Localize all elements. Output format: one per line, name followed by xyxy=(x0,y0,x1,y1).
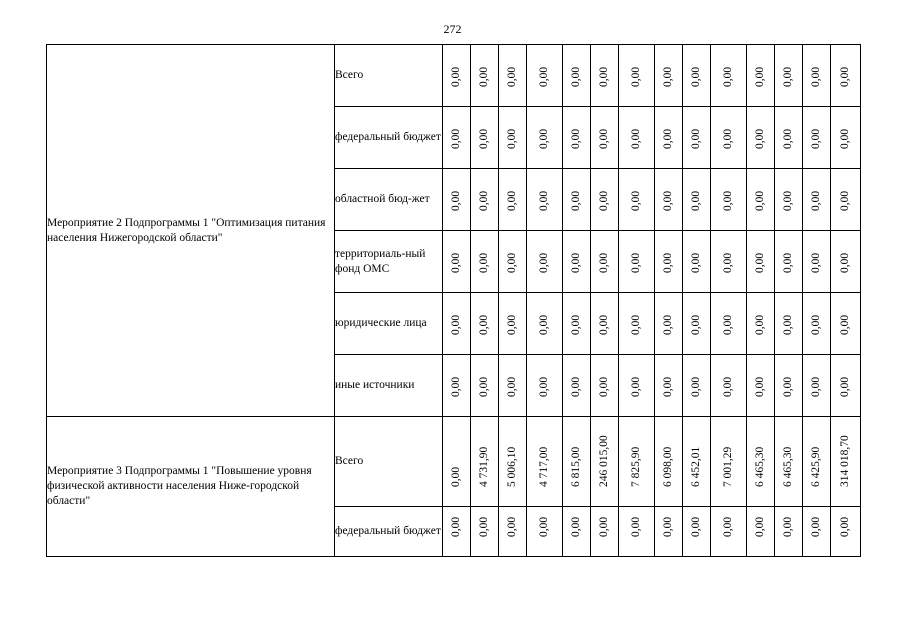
value-text: 0,00 xyxy=(809,516,822,537)
value-text: 0,00 xyxy=(449,66,462,87)
value-cell xyxy=(471,45,499,107)
value-text: 0,00 xyxy=(781,516,794,537)
value-cell xyxy=(711,507,747,557)
value-cell xyxy=(683,355,711,417)
value-cell xyxy=(683,231,711,293)
value-cell xyxy=(747,169,775,231)
value-cell xyxy=(803,507,831,557)
value-cell xyxy=(499,45,527,107)
funding-source: территориаль-ный фонд ОМС xyxy=(335,231,443,293)
value-cell xyxy=(655,293,683,355)
value-cell xyxy=(711,45,747,107)
value-text: 0,00 xyxy=(721,516,734,537)
value-cell xyxy=(499,231,527,293)
value-text: 6 465,30 xyxy=(781,446,794,487)
value-text: 6 098,00 xyxy=(661,446,674,487)
table-row xyxy=(47,417,861,507)
value-cell xyxy=(803,355,831,417)
value-text: 0,00 xyxy=(477,516,490,537)
value-text: 0,00 xyxy=(449,466,462,487)
value-text: 0,00 xyxy=(629,314,642,335)
value-cell xyxy=(747,107,775,169)
value-text: 0,00 xyxy=(449,252,462,273)
value-text: 0,00 xyxy=(629,376,642,397)
value-text: 0,00 xyxy=(569,128,582,149)
value-text: 0,00 xyxy=(449,314,462,335)
value-cell xyxy=(803,169,831,231)
value-text: 0,00 xyxy=(781,190,794,211)
funding-source: областной бюд-жет xyxy=(335,169,443,231)
value-text: 0,00 xyxy=(569,252,582,273)
value-text: 0,00 xyxy=(838,66,851,87)
value-text: 0,00 xyxy=(661,516,674,537)
value-cell xyxy=(803,45,831,107)
value-text: 0,00 xyxy=(753,190,766,211)
value-text: 0,00 xyxy=(449,516,462,537)
value-text: 0,00 xyxy=(689,516,702,537)
value-text: 0,00 xyxy=(449,190,462,211)
value-text: 0,00 xyxy=(629,252,642,273)
value-text: 0,00 xyxy=(809,376,822,397)
value-text: 0,00 xyxy=(809,128,822,149)
value-text: 4 731,90 xyxy=(477,446,490,487)
value-text: 0,00 xyxy=(661,314,674,335)
value-text: 6 425,90 xyxy=(809,446,822,487)
value-cell xyxy=(775,507,803,557)
value-text: 0,00 xyxy=(809,66,822,87)
value-cell xyxy=(747,507,775,557)
value-text: 0,00 xyxy=(505,128,518,149)
value-cell xyxy=(619,169,655,231)
value-cell xyxy=(831,169,861,231)
value-cell xyxy=(591,45,619,107)
value-cell xyxy=(527,107,563,169)
value-text: 0,00 xyxy=(689,128,702,149)
value-text: 246 015,00 xyxy=(597,435,610,487)
value-cell xyxy=(591,355,619,417)
value-cell xyxy=(619,107,655,169)
value-text: 0,00 xyxy=(838,190,851,211)
value-text: 0,00 xyxy=(597,376,610,397)
value-text: 0,00 xyxy=(781,314,794,335)
value-cell xyxy=(655,417,683,507)
value-cell xyxy=(619,45,655,107)
value-text: 0,00 xyxy=(597,516,610,537)
value-text: 0,00 xyxy=(629,66,642,87)
value-cell xyxy=(683,293,711,355)
value-text: 0,00 xyxy=(838,376,851,397)
value-cell xyxy=(563,417,591,507)
value-cell xyxy=(711,169,747,231)
value-text: 0,00 xyxy=(537,66,550,87)
value-cell xyxy=(831,417,861,507)
value-cell xyxy=(655,231,683,293)
value-cell xyxy=(831,293,861,355)
value-text: 0,00 xyxy=(753,66,766,87)
value-text: 6 452,01 xyxy=(689,446,702,487)
value-text: 0,00 xyxy=(629,128,642,149)
value-cell xyxy=(711,417,747,507)
value-cell xyxy=(683,417,711,507)
value-text: 7 825,90 xyxy=(629,446,642,487)
value-cell xyxy=(471,507,499,557)
value-cell xyxy=(471,293,499,355)
value-text: 0,00 xyxy=(477,252,490,273)
value-text: 0,00 xyxy=(781,252,794,273)
value-text: 0,00 xyxy=(721,252,734,273)
value-text: 0,00 xyxy=(838,516,851,537)
value-cell xyxy=(591,417,619,507)
value-text: 0,00 xyxy=(537,190,550,211)
funding-source: Всего xyxy=(335,45,443,107)
value-cell xyxy=(711,231,747,293)
value-text: 314 018,70 xyxy=(838,435,851,487)
value-text: 0,00 xyxy=(809,314,822,335)
table-row xyxy=(47,45,861,107)
value-cell xyxy=(747,417,775,507)
value-text: 0,00 xyxy=(569,516,582,537)
value-text: 0,00 xyxy=(721,190,734,211)
value-text: 0,00 xyxy=(477,376,490,397)
value-text: 0,00 xyxy=(689,252,702,273)
measure-name: Мероприятие 2 Подпрограммы 1 "Оптимизация питания населения Нижегородской области" xyxy=(47,45,335,417)
value-cell xyxy=(747,293,775,355)
value-text: 0,00 xyxy=(505,516,518,537)
funding-source: федеральный бюджет xyxy=(335,107,443,169)
value-cell xyxy=(591,107,619,169)
value-text: 5 006,10 xyxy=(505,446,518,487)
value-cell xyxy=(775,355,803,417)
value-cell xyxy=(803,231,831,293)
value-text: 0,00 xyxy=(505,376,518,397)
value-cell xyxy=(499,107,527,169)
value-cell xyxy=(591,231,619,293)
value-cell xyxy=(527,355,563,417)
value-cell xyxy=(619,355,655,417)
value-cell xyxy=(591,293,619,355)
value-cell xyxy=(619,417,655,507)
value-cell xyxy=(683,507,711,557)
value-cell xyxy=(471,107,499,169)
value-cell xyxy=(443,107,471,169)
value-text: 0,00 xyxy=(838,314,851,335)
value-cell xyxy=(499,355,527,417)
value-text: 0,00 xyxy=(569,190,582,211)
value-text: 0,00 xyxy=(689,190,702,211)
value-cell xyxy=(711,293,747,355)
value-cell xyxy=(775,45,803,107)
value-text: 6 815,00 xyxy=(569,446,582,487)
value-text: 0,00 xyxy=(689,376,702,397)
value-cell xyxy=(619,231,655,293)
value-cell xyxy=(527,293,563,355)
value-text: 0,00 xyxy=(689,66,702,87)
value-cell xyxy=(591,507,619,557)
value-text: 0,00 xyxy=(721,66,734,87)
value-text: 7 001,29 xyxy=(721,446,734,487)
value-cell xyxy=(683,169,711,231)
value-text: 0,00 xyxy=(809,252,822,273)
value-text: 0,00 xyxy=(838,128,851,149)
page-number: 272 xyxy=(443,22,462,36)
value-cell xyxy=(619,293,655,355)
value-text: 0,00 xyxy=(629,516,642,537)
value-text: 0,00 xyxy=(505,314,518,335)
value-cell xyxy=(443,417,471,507)
value-cell xyxy=(655,45,683,107)
value-cell xyxy=(831,45,861,107)
value-cell xyxy=(803,107,831,169)
value-cell xyxy=(471,231,499,293)
value-cell xyxy=(563,107,591,169)
value-cell xyxy=(831,507,861,557)
value-cell xyxy=(775,169,803,231)
value-cell xyxy=(527,231,563,293)
value-text: 0,00 xyxy=(809,190,822,211)
value-cell xyxy=(803,293,831,355)
value-cell xyxy=(563,45,591,107)
value-text: 0,00 xyxy=(597,190,610,211)
value-cell xyxy=(471,169,499,231)
value-cell xyxy=(563,169,591,231)
value-text: 0,00 xyxy=(449,128,462,149)
value-cell xyxy=(443,293,471,355)
value-text: 0,00 xyxy=(597,66,610,87)
value-cell xyxy=(591,169,619,231)
value-cell xyxy=(443,169,471,231)
value-text: 0,00 xyxy=(781,376,794,397)
value-cell xyxy=(775,107,803,169)
value-text: 0,00 xyxy=(505,252,518,273)
value-cell xyxy=(747,231,775,293)
value-cell xyxy=(471,355,499,417)
value-cell xyxy=(619,507,655,557)
value-cell xyxy=(711,107,747,169)
value-text: 0,00 xyxy=(721,128,734,149)
value-cell xyxy=(443,355,471,417)
value-cell xyxy=(499,293,527,355)
value-text: 0,00 xyxy=(753,516,766,537)
value-cell xyxy=(831,231,861,293)
value-cell xyxy=(747,355,775,417)
value-text: 0,00 xyxy=(477,190,490,211)
value-text: 0,00 xyxy=(753,128,766,149)
value-text: 0,00 xyxy=(661,376,674,397)
value-cell xyxy=(563,355,591,417)
value-text: 0,00 xyxy=(661,66,674,87)
value-cell xyxy=(443,231,471,293)
value-text: 0,00 xyxy=(838,252,851,273)
value-text: 0,00 xyxy=(477,66,490,87)
value-cell xyxy=(563,293,591,355)
value-text: 0,00 xyxy=(569,314,582,335)
value-cell xyxy=(803,417,831,507)
value-cell xyxy=(499,417,527,507)
value-text: 0,00 xyxy=(753,314,766,335)
value-cell xyxy=(775,417,803,507)
value-text: 0,00 xyxy=(537,252,550,273)
value-cell xyxy=(499,507,527,557)
value-text: 6 465,30 xyxy=(753,446,766,487)
value-text: 0,00 xyxy=(661,190,674,211)
value-text: 0,00 xyxy=(477,314,490,335)
value-text: 0,00 xyxy=(537,516,550,537)
value-cell xyxy=(563,507,591,557)
value-cell xyxy=(747,45,775,107)
value-text: 0,00 xyxy=(537,314,550,335)
value-text: 0,00 xyxy=(537,128,550,149)
value-text: 0,00 xyxy=(721,314,734,335)
value-text: 0,00 xyxy=(629,190,642,211)
value-cell xyxy=(655,169,683,231)
value-cell xyxy=(527,507,563,557)
value-text: 0,00 xyxy=(781,128,794,149)
value-cell xyxy=(655,107,683,169)
funding-source: Всего xyxy=(335,417,443,507)
value-text: 0,00 xyxy=(505,66,518,87)
value-cell xyxy=(683,107,711,169)
value-cell xyxy=(711,355,747,417)
value-cell xyxy=(655,355,683,417)
value-cell xyxy=(683,45,711,107)
value-text: 4 717,00 xyxy=(537,446,550,487)
value-text: 0,00 xyxy=(661,128,674,149)
budget-table xyxy=(46,44,861,557)
value-text: 0,00 xyxy=(569,376,582,397)
value-cell xyxy=(775,231,803,293)
value-cell xyxy=(563,231,591,293)
value-text: 0,00 xyxy=(569,66,582,87)
value-cell xyxy=(443,45,471,107)
value-text: 0,00 xyxy=(661,252,674,273)
value-cell xyxy=(831,355,861,417)
value-text: 0,00 xyxy=(753,376,766,397)
funding-source: юридические лица xyxy=(335,293,443,355)
value-text: 0,00 xyxy=(721,376,734,397)
value-cell xyxy=(527,45,563,107)
value-text: 0,00 xyxy=(477,128,490,149)
value-cell xyxy=(775,293,803,355)
value-cell xyxy=(527,417,563,507)
value-cell xyxy=(499,169,527,231)
value-text: 0,00 xyxy=(597,128,610,149)
value-text: 0,00 xyxy=(597,252,610,273)
value-cell xyxy=(655,507,683,557)
value-cell xyxy=(831,107,861,169)
value-text: 0,00 xyxy=(689,314,702,335)
measure-name: Мероприятие 3 Подпрограммы 1 "Повышение уровня физической активности населения Ниже-городской области" xyxy=(47,417,335,557)
value-text: 0,00 xyxy=(753,252,766,273)
value-text: 0,00 xyxy=(449,376,462,397)
value-cell xyxy=(471,417,499,507)
value-text: 0,00 xyxy=(597,314,610,335)
value-text: 0,00 xyxy=(781,66,794,87)
value-cell xyxy=(527,169,563,231)
value-text: 0,00 xyxy=(505,190,518,211)
value-cell xyxy=(443,507,471,557)
funding-source: иные источники xyxy=(335,355,443,417)
value-text: 0,00 xyxy=(537,376,550,397)
funding-source: федеральный бюджет xyxy=(335,507,443,557)
